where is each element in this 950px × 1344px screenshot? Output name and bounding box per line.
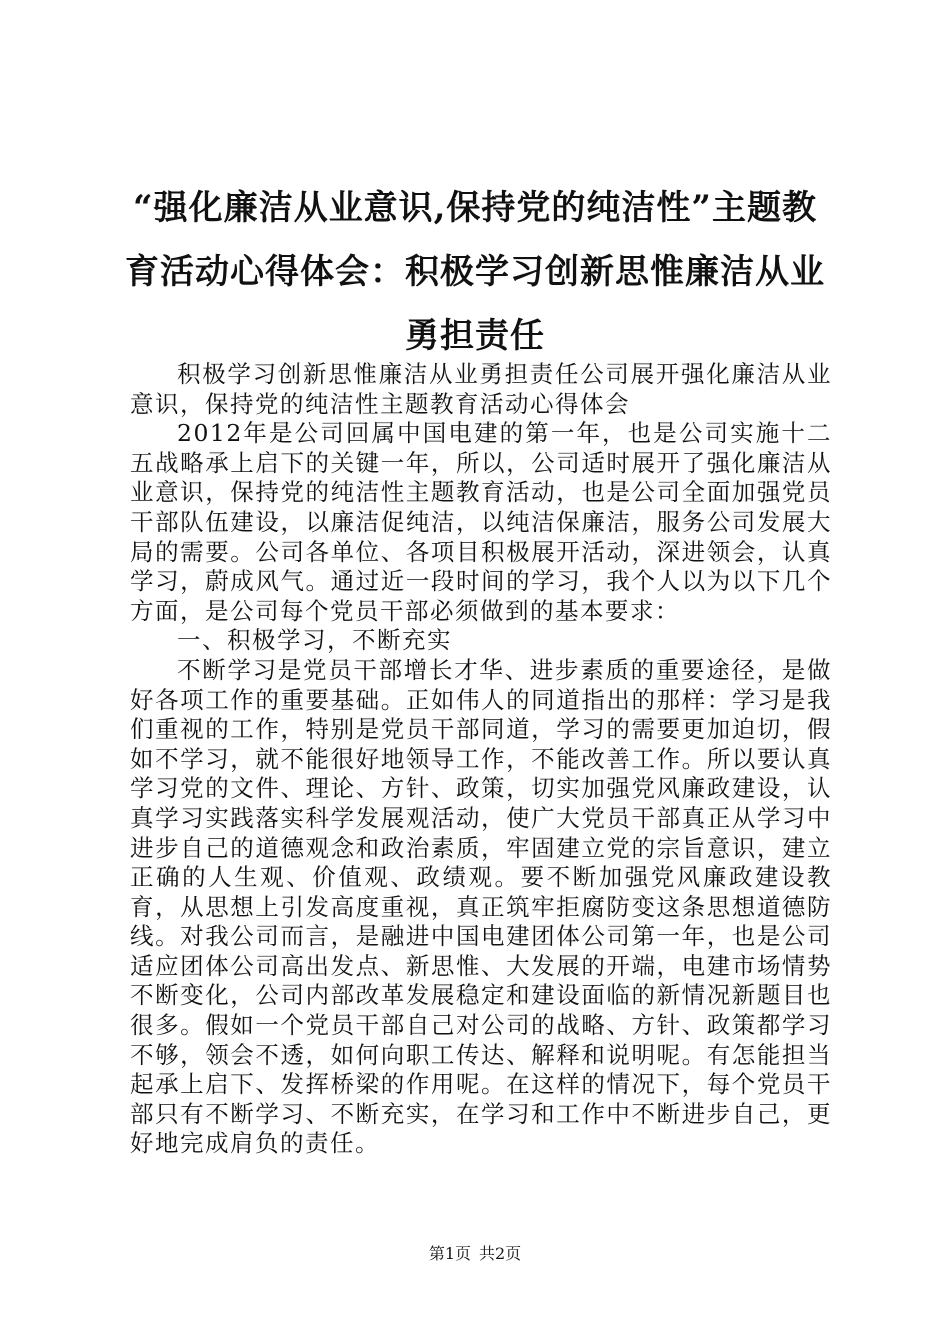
body-paragraph: 不断学习是党员干部增长才华、进步素质的重要途径，是做好各项工作的重要基础。正如伟人的同道指出的那样：学习是我们重视的工作，特别是党员干部同道，学习的需要更加迫切，假如不学习，就不能很好地领导工作，不能改善工作。所以要认真学习党的文件、理论、方针、政策，切实加强党风廉政建设，认真学习实践落实科学发展观活动，使广大党员干部真正从学习中进步自己的道德观念和政治素质，牢固建立党的宗旨意识，建立正确的人生观、价值观、政绩观。要不断加强党风廉政建设教育，从思想上引发高度重视，真正筑牢拒腐防变这条思想道德防线。对我公司而言，是融进中国电建团体公司第一年，也是公司适应团体公司高出发点、新思惟、大发展的开端，电建市场情势不断变化，公司内部改革发展稳定和建设面临的新情况新题目也很多。假如一个党员干部自己对公司的战略、方针、政策都学习不够，领会不透，如何向职工传达、解释和说明呢。有怎能担当起承上启下、发挥桥梁的作用呢。在这样的情况下，每个党员干部只有不断学习、不断充实，在学习和工作中不断进步自己，更好地完成肩负的责任。 xyxy=(130,655,832,1158)
document-title: “强化廉洁从业意识,保持党的纯洁性”主题教育活动心得体会：积极学习创新思惟廉洁从业勇担责任 xyxy=(125,188,825,356)
body-paragraph: 积极学习创新思惟廉洁从业勇担责任公司展开强化廉洁从业意识，保持党的纯洁性主题教育活动心得体会 xyxy=(130,360,832,418)
page-total: 共2页 xyxy=(479,1244,522,1263)
body-paragraph: 2012年是公司回属中国电建的第一年，也是公司实施十二五战略承上启下的关键一年，所以，公司适时展开了强化廉洁从业意识，保持党的纯洁性主题教育活动，也是公司全面加强党员干部队伍建设，以廉洁促纯洁，以纯洁保廉洁，服务公司发展大局的需要。公司各单位、各项目积极展开活动，深进领会，认真学习，蔚成风气。通过近一段时间的学习，我个人以为以下几个方面，是公司每个党员干部必须做到的基本要求： xyxy=(130,419,832,625)
page-footer xyxy=(0,1244,950,1264)
document-body xyxy=(130,360,832,1159)
page-number: 第1页 xyxy=(428,1244,471,1263)
section-heading: 一、积极学习，不断充实 xyxy=(177,626,452,655)
